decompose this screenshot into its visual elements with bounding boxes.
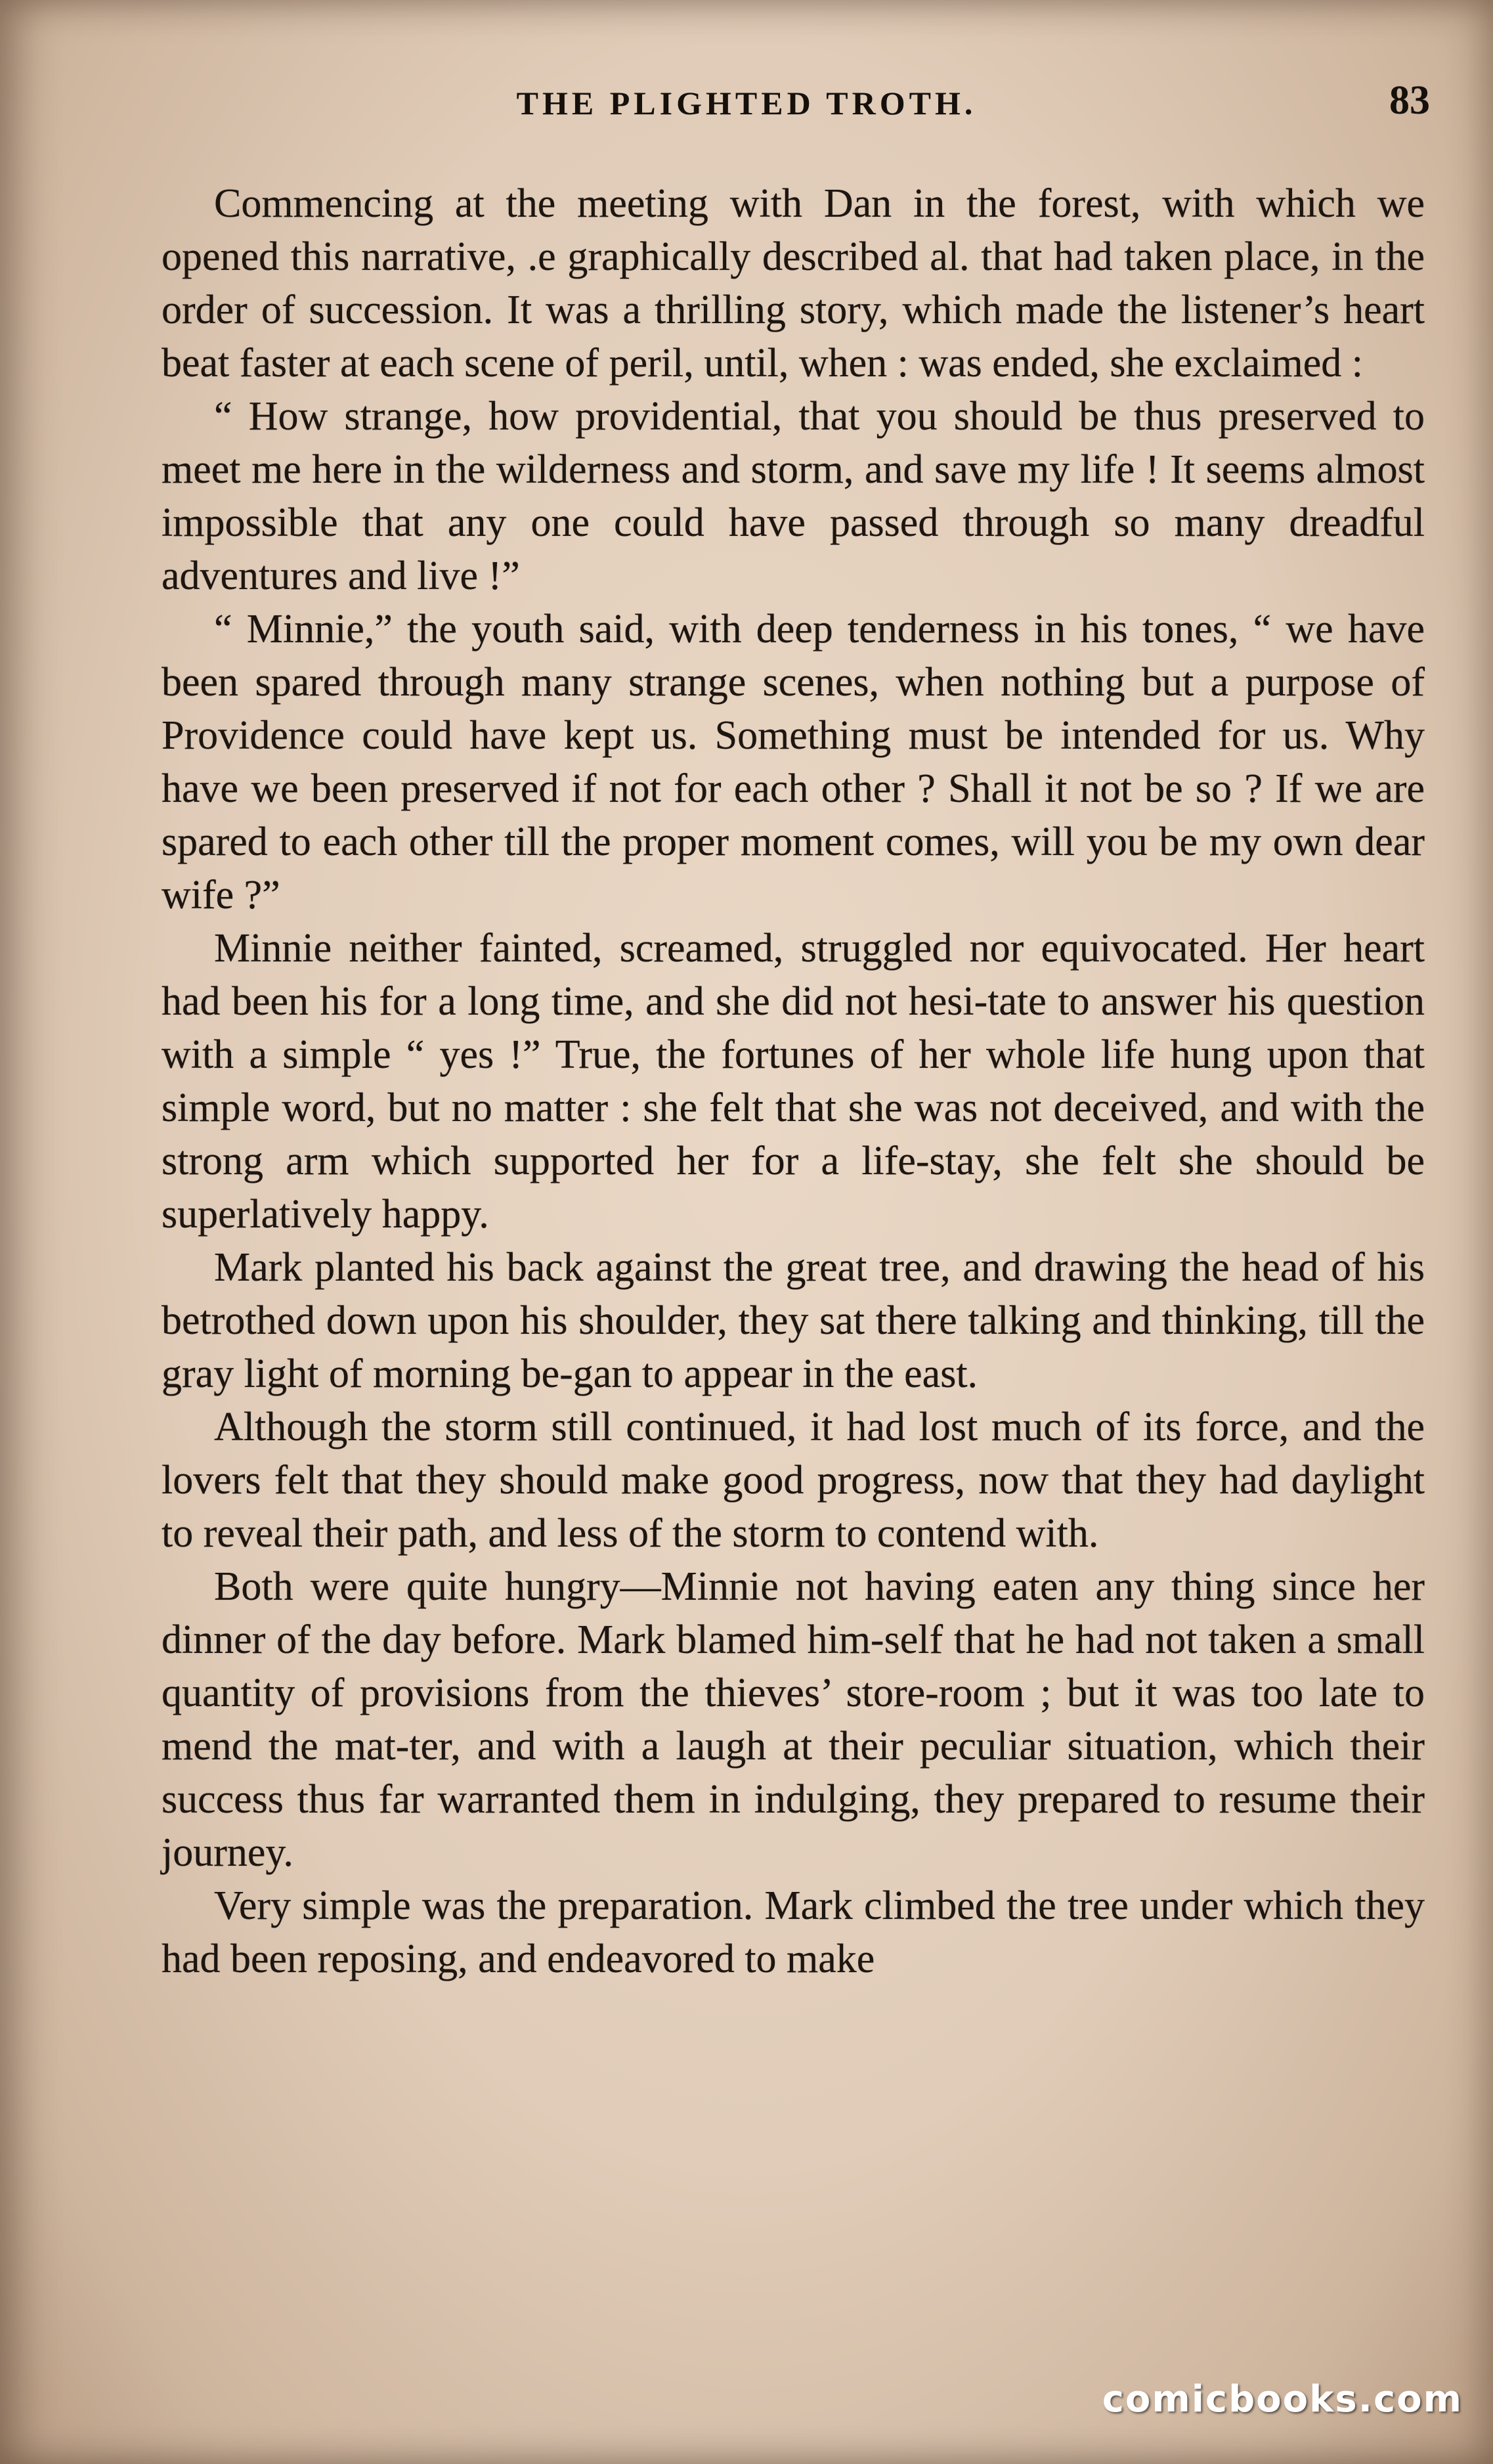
running-title: THE PLIGHTED TROTH. <box>516 85 977 121</box>
paragraph: “ How strange, how providential, that you should be thus preserved to meet me here in the wilderness and storm, and save my life ! It seems almost impossible that any one could have passed through so many dreadful adventures and live !” <box>162 394 1425 598</box>
paragraph: Commencing at the meeting with Dan in the forest, with which we opened this narrative, .e graphically described al. that had taken place, in the order of succession. It was a thrilling story, which made the listener’s heart beat faster at each scene of peril, until, when : was ended, she exclaimed : <box>162 181 1425 385</box>
paragraph: “ Minnie,” the youth said, with deep tenderness in his tones, “ we have been spared through many strange scenes, when nothing but a purpose of Providence could have kept us. Something must be intended for us. Why have we been preserved if not for each other ? Shall it not be so ? If we are spared to each other till the proper moment comes, will you be my own dear wife ?” <box>162 607 1425 917</box>
paragraph: Very simple was the preparation. Mark climbed the tree under which they had been reposing, and endeavored to make <box>162 1883 1425 1981</box>
paragraph: Minnie neither fainted, screamed, struggled nor equivocated. Her heart had been his for a long time, and she did not hesi-tate to answer his question with a simple “ yes !” True, the fortunes of her whole life hung upon that simple word, but no matter : she felt that she was not deceived, and with the strong arm which supported her for a life-stay, she felt she should be superlatively happy. <box>162 926 1425 1237</box>
paragraph: Both were quite hungry—Minnie not having eaten any thing since her dinner of the day before. Mark blamed him-self that he had not taken a small quantity of provisions from the thieves’ store-room ; but it was too late to mend the mat-ter, and with a laugh at their peculiar situation, which their success thus far warranted them in indulging, they prepared to resume their journey. <box>162 1564 1425 1875</box>
watermark: comicbooks.com <box>1102 2378 1463 2421</box>
paragraph: Mark planted his back against the great tree, and drawing the head of his betrothed down upon his shoulder, they sat there talking and thinking, till the gray light of morning be-gan to appear in the east. <box>162 1245 1425 1396</box>
paragraph: Although the storm still continued, it had lost much of its force, and the lovers felt that they should make good progress, now that they had daylight to reveal their path, and less of the storm to contend with. <box>162 1405 1425 1556</box>
page-number: 83 <box>1389 78 1430 123</box>
body-text <box>162 177 1425 1986</box>
